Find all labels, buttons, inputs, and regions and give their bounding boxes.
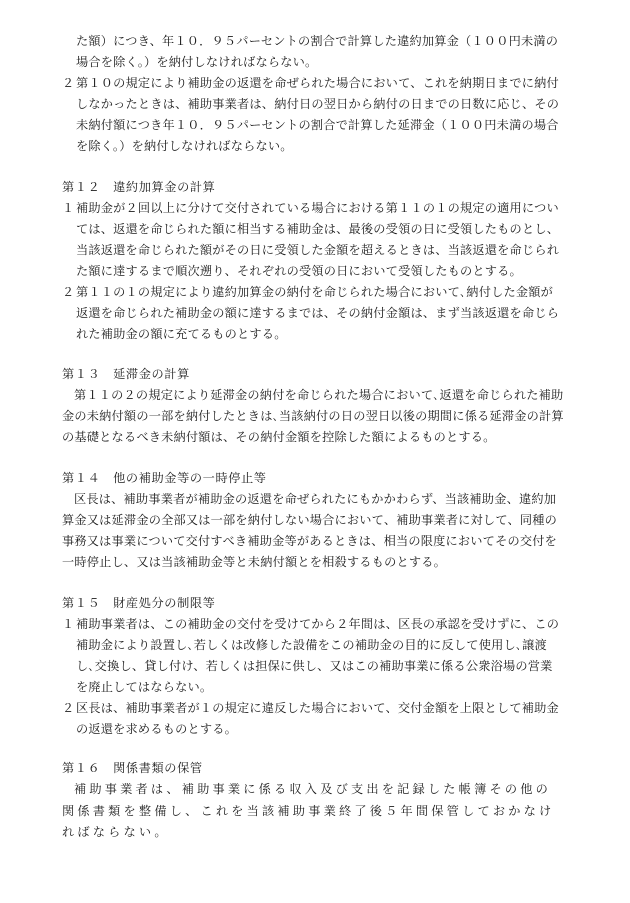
item-text: 第１０の規定により補助金の返還を命ぜられた場合において、これを納期日までに納付しなかったときは、補助事業者は、納付日の翌日から納付の日までの日数に応じ、その未納付額につき年１０．９５パーセントの割合で計算した延滞金（１００円未満の場合を除く。）を納付しなければならない。: [76, 76, 560, 153]
item-number: ２: [62, 76, 75, 90]
section-13-paragraph: 第１１の２の規定により延滞金の納付を命じられた場合において､返還を命じられた補助金の未納付額の一部を納付したときは､当該納付の日の翌日以後の期間に係る延滞金の計算の基礎となるべき未納付額は、その納付金額を控除した額によるものとする。: [62, 388, 564, 444]
item-text: 補助金が２回以上に分けて交付されている場合における第１１の１の規定の適用については、返還を命じられた額に相当する補助金は、最後の受領の日に受領したものとし、当該返還を命じられた額がその日に受領した金額を超えるときは、当該返還を命じられた額に達するまで順次遡り、それぞれの受領の日において受領したものとする。: [76, 201, 560, 278]
section-heading-13: 第１３ 延滞金の計算: [62, 367, 190, 381]
section-14-paragraph: 区長は、補助事業者が補助金の返還を命ぜられたにもかかわらず、当該補助金、違約加算金又は延滞金の全部又は一部を納付しない場合において、補助事業者に対して、同種の事務又は事業について交付すべき補助金等があるときは、相当の限度においてその交付を一時停止し、又は当該補助金等と未納付額とを相殺するものとする。: [62, 492, 558, 569]
item-number: ２: [62, 701, 75, 715]
section-12-item-2: [62, 282, 564, 345]
section-12-item-1: [62, 198, 564, 282]
section-heading-16: 第１６ 関係書類の保管: [62, 761, 203, 775]
item-number: ２: [62, 285, 75, 299]
section-heading-12: 第１２ 違約加算金の計算: [62, 180, 216, 194]
continuation-text: た額）につき、年１０．９５パーセントの割合で計算した違約加算金（１００円未満の場合を除く。）を納付しなければならない。: [76, 34, 559, 69]
item-text: 第１１の１の規定により違約加算金の納付を命じられた場合において､納付した金額が返還を命じられた補助金の額に達するまでは、その納付金額は、まず当該返還を命じられた補助金の額に充てるものとする。: [76, 285, 560, 341]
section-heading-15: 第１５ 財産処分の制限等: [62, 596, 216, 610]
section-16-paragraph: 補助事業者は、補助事業に係る収入及び支出を記録した帳簿その他の関係書類を整備し、これを当該補助事業終了後５年間保管しておかなければならない。: [62, 782, 555, 839]
item-text: 区長は、補助事業者が１の規定に違反した場合において、交付金額を上限として補助金の返還を求めるものとする。: [76, 701, 559, 736]
item-number: １: [62, 201, 75, 215]
section-15-item-1: [62, 614, 564, 698]
section-heading-14: 第１４ 他の補助金等の一時停止等: [62, 471, 267, 485]
article-11-item-2: [62, 73, 564, 157]
section-15-item-2: [62, 698, 564, 740]
item-number: １: [62, 617, 75, 631]
item-text: 補助事業者は、この補助金の交付を受けてから２年間は、区長の承認を受けずに、この補助金により設置し､若しくは改修した設備をこの補助金の目的に反して使用し､譲渡し､交換し、貸し付け、若しくは担保に供し、又はこの補助事業に係る公衆浴場の営業を廃止してはならない。: [76, 617, 560, 694]
